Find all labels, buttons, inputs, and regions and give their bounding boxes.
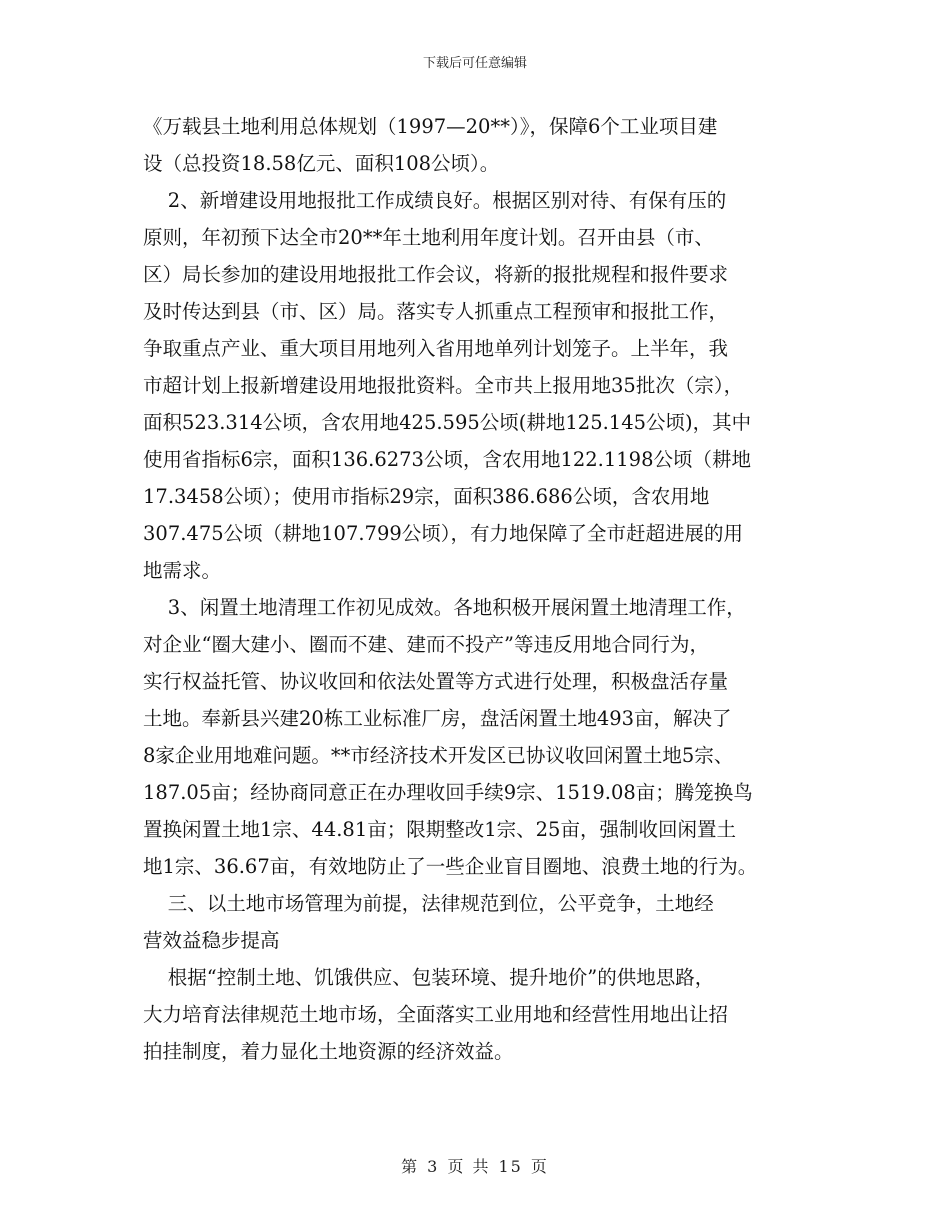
body-line: 区）局长参加的建设用地报批工作会议，将新的报批规程和报件要求	[143, 263, 729, 286]
footer-prefix: 第	[401, 1157, 420, 1176]
body-line: 设（总投资18.58亿元、面积108公顷）。	[143, 152, 500, 175]
body-line: 实行权益托管、协议收回和依法处置等方式进行处理，积极盘活存量	[143, 670, 729, 693]
body-line: 地需求。	[143, 559, 222, 582]
body-line: 2、新增建设用地报批工作成绩良好。根据区别对待、有保有压的	[143, 189, 727, 212]
body-line: 3、闲置土地清理工作初见成效。各地积极开展闲置土地清理工作，	[143, 596, 746, 619]
body-line: 187.05亩；经协商同意正在办理收回手续9宗、1519.08亩；腾笼换鸟	[143, 781, 753, 804]
body-line: 17.3458公顷）；使用市指标29宗，面积386.686公顷，含农用地	[143, 485, 710, 508]
body-line: 使用省指标6宗，面积136.6273公顷，含农用地122.1198公顷（耕地	[143, 448, 751, 471]
body-line: 《万载县土地利用总体规划（1997—20**）》，保障6个工业项目建	[143, 115, 718, 138]
body-line: 原则，年初预下达全市20**年土地利用年度计划。召开由县（市、	[143, 226, 714, 249]
body-line: 市超计划上报新增建设用地报批资料。全市共上报用地35批次（宗），	[143, 374, 744, 397]
body-line: 土地。奉新县兴建20栋工业标准厂房，盘活闲置土地493亩，解决了	[143, 707, 732, 730]
page-footer	[0, 1154, 950, 1177]
body-line: 大力培育法律规范土地市场，全面落实工业用地和经营性用地出让招	[143, 1003, 729, 1026]
document-body	[143, 108, 843, 1070]
body-line: 及时传达到县（市、区）局。落实专人抓重点工程预审和报批工作，	[143, 300, 729, 323]
footer-suffix: 页	[530, 1157, 549, 1176]
body-line: 对企业“圈大建小、圈而不建、建而不投产”等违反用地合同行为，	[143, 633, 709, 656]
page-total: 15	[498, 1157, 523, 1176]
body-line: 面积523.314公顷，含农用地425.595公顷(耕地125.145公顷)，其中	[143, 411, 752, 434]
footer-mid: 页 共	[447, 1157, 491, 1176]
body-line: 拍挂制度，着力显化土地资源的经济效益。	[143, 1040, 514, 1063]
body-line: 三、以土地市场管理为前提，法律规范到位，公平竞争，土地经	[143, 892, 714, 915]
body-line: 置换闲置土地1宗、44.81亩；限期整改1宗、25亩，强制收回闲置土	[143, 818, 736, 841]
body-line: 争取重点产业、重大项目用地列入省用地单列计划笼子。上半年，我	[143, 337, 729, 360]
body-line: 307.475公顷（耕地107.799公顷），有力地保障了全市赶超进展的用	[143, 522, 744, 545]
body-line: 营效益稳步提高	[143, 929, 280, 952]
body-line: 根据“控制土地、饥饿供应、包装环境、提升地价”的供地思路，	[143, 966, 715, 989]
body-line: 地1宗、36.67亩，有效地防止了一些企业盲目圈地、浪费土地的行为。	[143, 855, 758, 878]
page-number: 3	[427, 1157, 440, 1176]
page-header: 下载后可任意编辑	[422, 56, 527, 71]
body-line: 8家企业用地难问题。**市经济技术开发区已协议收回闲置土地5宗、	[143, 744, 734, 767]
